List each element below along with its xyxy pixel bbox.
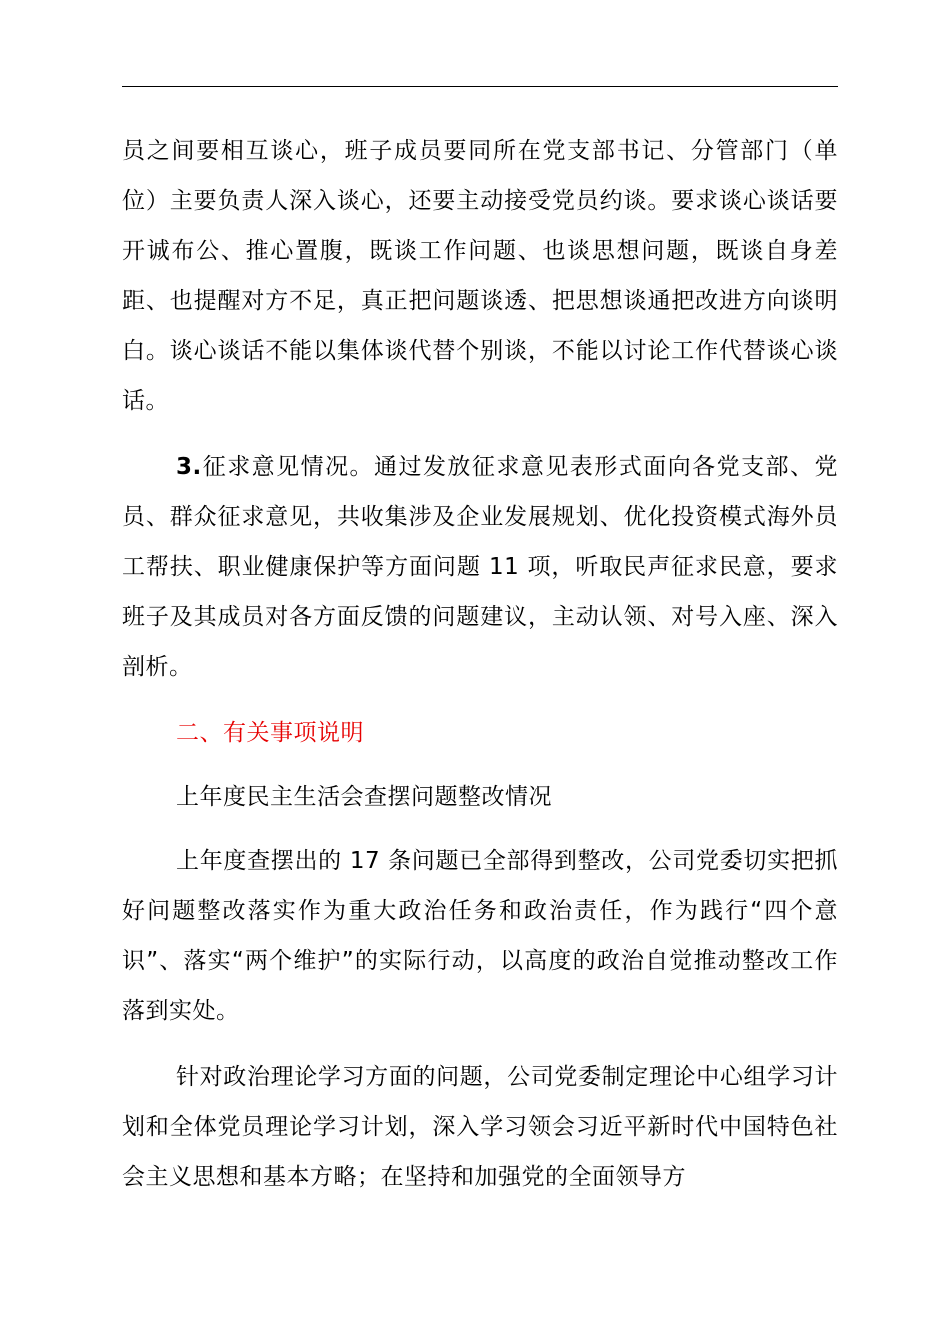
document-body <box>122 126 838 1202</box>
paragraph-opinions <box>122 442 838 692</box>
header-rule <box>122 86 838 87</box>
subheading: 上年度民主生活会查摆问题整改情况 <box>176 784 552 810</box>
paragraph-talk: 员之间要相互谈心，班子成员要同所在党支部书记、分管部门（单位）主要负责人深入谈心，还要主动接受党员约谈。要求谈心谈话要开诚布公、推心置腹，既谈工作问题、也谈思想问题，既谈自身差距、也提醒对方不足，真正把问题谈透、把思想谈通把改进方向谈明白。谈心谈话不能以集体谈代替个别谈，不能以讨论工作代替谈心谈话。 <box>122 138 838 414</box>
section-heading: 二、有关事项说明 <box>176 720 364 746</box>
paragraph-theory-study: 针对政治理论学习方面的问题，公司党委制定理论中心组学习计划和全体党员理论学习计划，深入学习领会习近平新时代中国特色社会主义思想和基本方略；在坚持和加强党的全面领导方 <box>122 1064 838 1190</box>
item-number: 3. <box>176 454 202 480</box>
paragraph-rectification: 上年度查摆出的 17 条问题已全部得到整改，公司党委切实把抓好问题整改落实作为重大政治任务和政治责任，作为践行“四个意识”、落实“两个维护”的实际行动，以高度的政治自觉推动整改工作落到实处。 <box>122 848 838 1024</box>
paragraph-opinions-text: 征求意见情况。通过发放征求意见表形式面向各党支部、党员、群众征求意见，共收集涉及企业发展规划、优化投资模式海外员工帮扶、职业健康保护等方面问题 11 项，听取民声征求民意，要求班子及其成员对各方面反馈的问题建议，主动认领、对号入座、深入剖析。 <box>122 454 838 680</box>
